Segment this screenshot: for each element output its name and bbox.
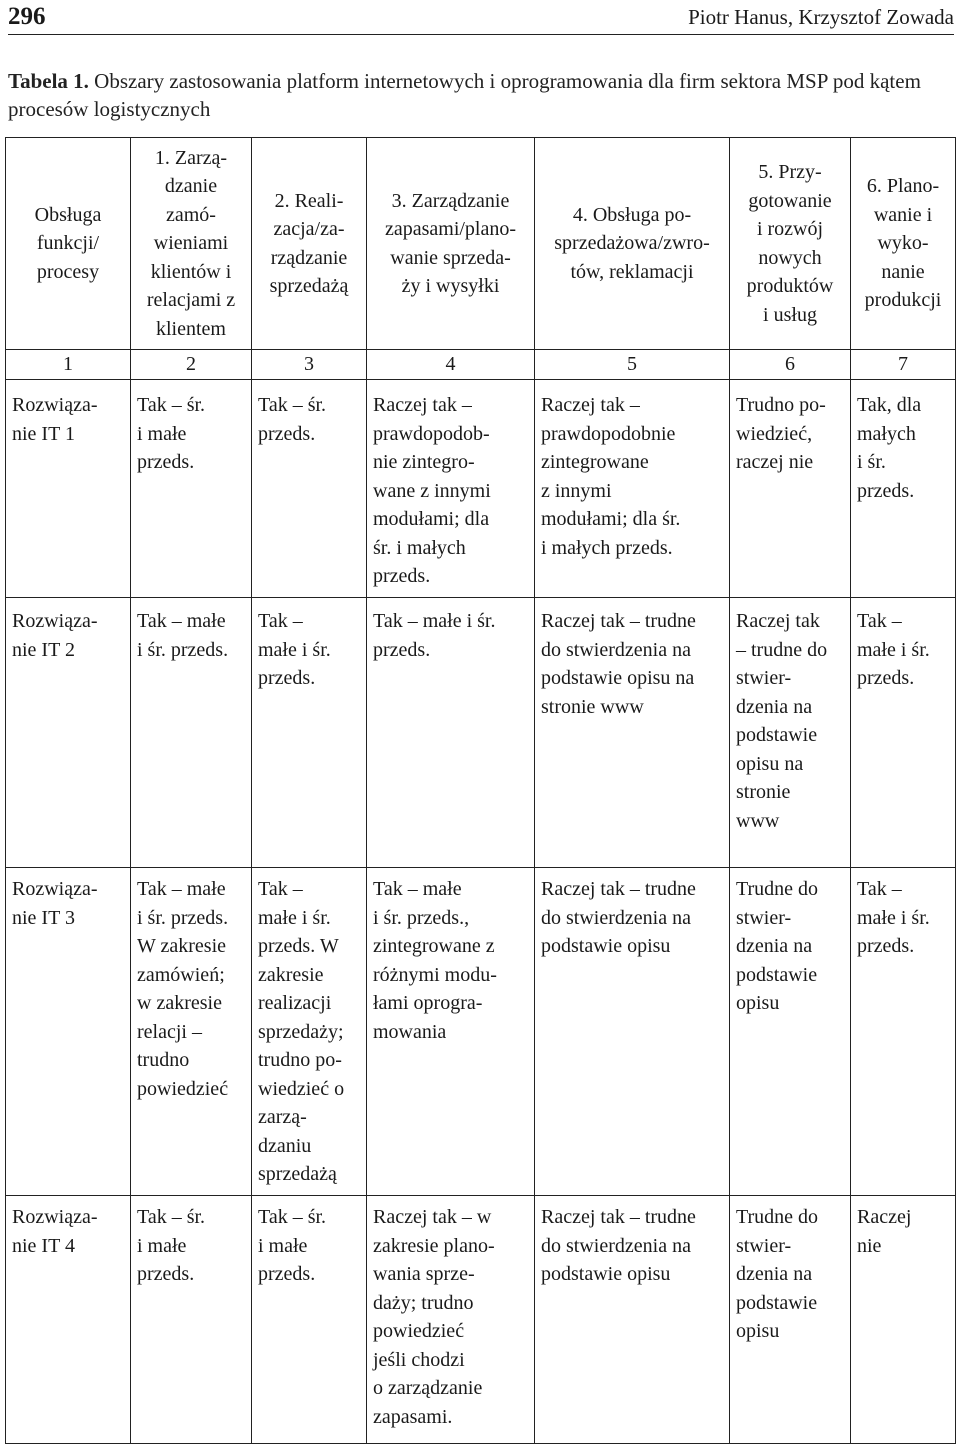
table-cell: Tak – małe i śr. przeds. [252,598,367,868]
table-cell: Raczej tak – trudne do stwierdzenia na podstawie opisu [535,868,730,1196]
header-cell: 5. Przy- gotowanie i rozwój nowych produktów i usług [730,138,851,350]
table-cell: Tak – małe i śr. przeds., zintegrowane z różnymi modu- łami oprogra- mowania [367,868,535,1196]
table-caption-label: Tabela 1. [8,69,89,93]
column-number: 3 [252,350,367,380]
column-number-row [6,350,956,380]
table-cell: Tak – małe i śr. przeds. W zakresie zamówień; w zakresie relacji – trudno powiedzieć [131,868,252,1196]
data-table [5,137,956,1444]
column-number: 5 [535,350,730,380]
table-cell: Tak – małe i śr. przeds. [851,868,956,1196]
table-cell: Trudne do stwier- dzenia na podstawie opisu [730,1196,851,1444]
table-cell: Rozwiąza- nie IT 1 [6,380,131,598]
authors: Piotr Hanus, Krzysztof Zowada [688,4,954,29]
header-cell: 4. Obsługa po- sprzedażowa/zwro- tów, reklamacji [535,138,730,350]
table-caption [8,67,948,123]
table-row [6,1196,956,1444]
column-number: 2 [131,350,252,380]
table-cell: Tak, dla małych i śr. przeds. [851,380,956,598]
column-number: 7 [851,350,956,380]
table-cell: Raczej tak – trudne do stwierdzenia na podstawie opisu na stronie www [535,598,730,868]
table-cell: Rozwiąza- nie IT 3 [6,868,131,1196]
column-number: 4 [367,350,535,380]
table-cell: Tak – śr. i małe przeds. [131,380,252,598]
header-cell: 1. Zarzą- dzanie zamó- wieniami klientów i relacjami z klientem [131,138,252,350]
header-cell: 6. Plano- wanie i wyko- nanie produkcji [851,138,956,350]
column-number: 1 [6,350,131,380]
table-cell: Raczej nie [851,1196,956,1444]
table-cell: Trudne do stwier- dzenia na podstawie opisu [730,868,851,1196]
table-row [6,868,956,1196]
table-cell: Tak – małe i śr. przeds. [131,598,252,868]
table-cell: Raczej tak – trudne do stwier- dzenia na podstawie opisu na stronie www [730,598,851,868]
header-cell: Obsługa funkcji/ procesy [6,138,131,350]
header-cell: 2. Reali- zacja/za- rządzanie sprzedażą [252,138,367,350]
table-row [6,380,956,598]
table-cell: Raczej tak – prawdopodobnie zintegrowane z innymi modułami; dla śr. i małych przeds. [535,380,730,598]
table-row [6,598,956,868]
column-number: 6 [730,350,851,380]
header-row [6,138,956,350]
table-cell: Tak – małe i śr. przeds. [851,598,956,868]
header-cell: 3. Zarządzanie zapasami/plano- wanie sprzeda- ży i wysyłki [367,138,535,350]
table-cell: Tak – małe i śr. przeds. W zakresie realizacji sprzedaży; trudno po- wiedzieć o zarzą- dzaniu sprzedażą [252,868,367,1196]
table-cell: Raczej tak – prawdopodob- nie zintegro- wane z innymi modułami; dla śr. i małych przeds. [367,380,535,598]
table-cell: Raczej tak – w zakresie plano- wania sprze- daży; trudno powiedzieć jeśli chodzi o zarządzanie zapasami. [367,1196,535,1444]
table-cell: Rozwiąza- nie IT 2 [6,598,131,868]
table-cell: Raczej tak – trudne do stwierdzenia na podstawie opisu [535,1196,730,1444]
table-cell: Trudno po- wiedzieć, raczej nie [730,380,851,598]
table-cell: Tak – śr. i małe przeds. [131,1196,252,1444]
table-cell: Tak – śr. i małe przeds. [252,1196,367,1444]
table-cell: Tak – małe i śr. przeds. [367,598,535,868]
page-number: 296 [8,3,46,30]
running-head [8,0,954,35]
table-cell: Rozwiąza- nie IT 4 [6,1196,131,1444]
table-cell: Tak – śr. przeds. [252,380,367,598]
table-caption-text: Obszary zastosowania platform internetowych i oprogramowania dla firm sektora MSP pod kątem procesów logistycznych [8,69,921,121]
